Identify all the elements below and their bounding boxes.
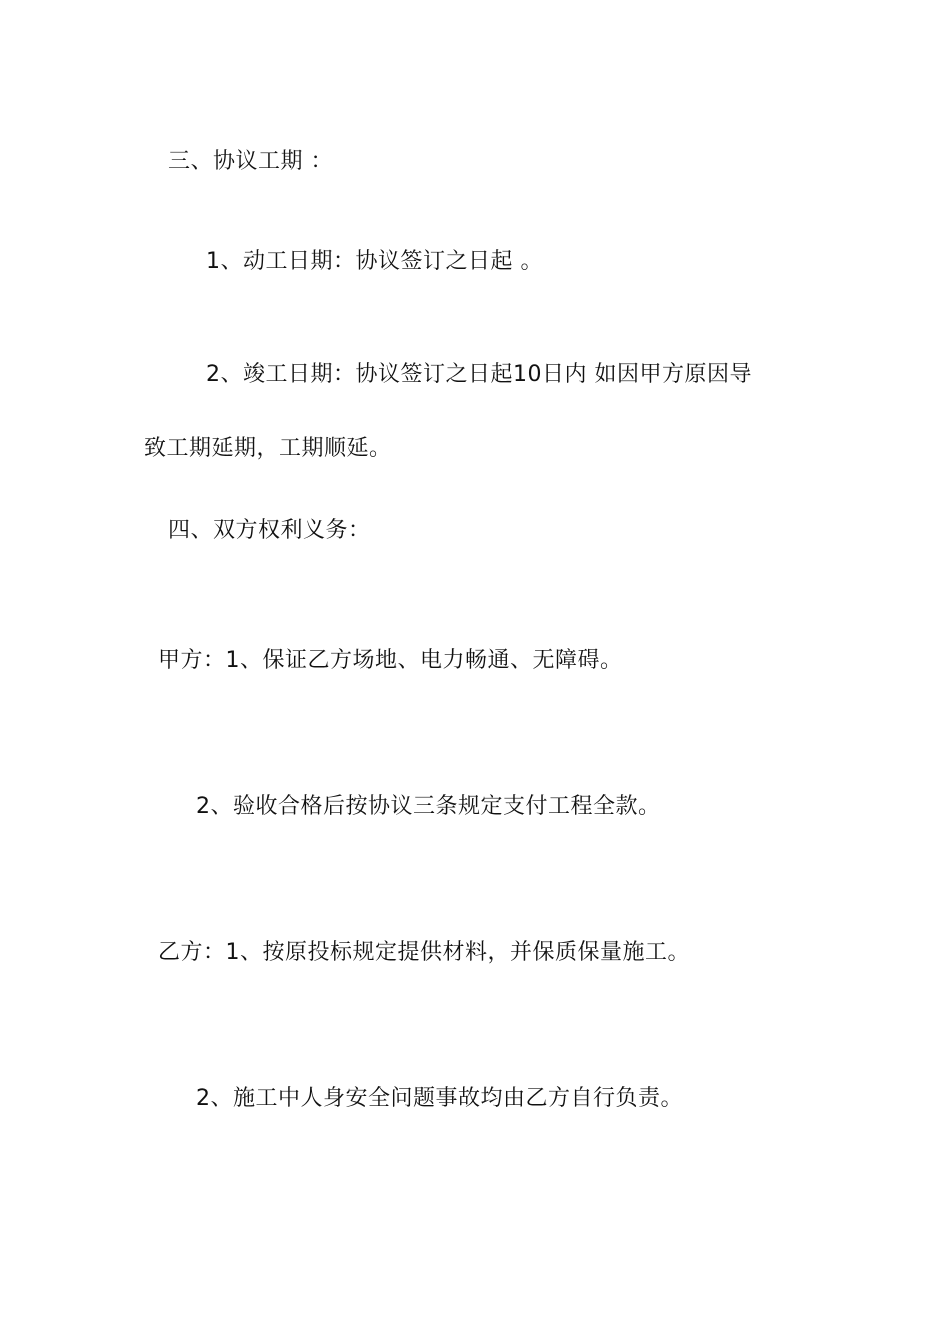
item-3-2-continuation: 致工期延期，工期顺延。 xyxy=(144,436,392,461)
party-a-obligation-1: 甲方：1、保证乙方场地、电力畅通、无障碍。 xyxy=(158,648,623,673)
party-b-obligation-2: 2、施工中人身安全问题事故均由乙方自行负责。 xyxy=(196,1086,683,1111)
party-a-obligation-2: 2、验收合格后按协议三条规定支付工程全款。 xyxy=(196,794,661,819)
section-3-heading: 三、协议工期 ： xyxy=(168,149,333,174)
section-4-heading: 四、双方权利义务： xyxy=(168,518,371,543)
party-b-obligation-1: 乙方：1、按原投标规定提供材料，并保质保量施工。 xyxy=(158,940,690,965)
item-3-1-start-date: 1、动工日期：协议签订之日起 。 xyxy=(206,249,543,274)
item-3-2-completion-date: 2、竣工日期：协议签订之日起10日内 如因甲方原因导 xyxy=(206,362,752,387)
